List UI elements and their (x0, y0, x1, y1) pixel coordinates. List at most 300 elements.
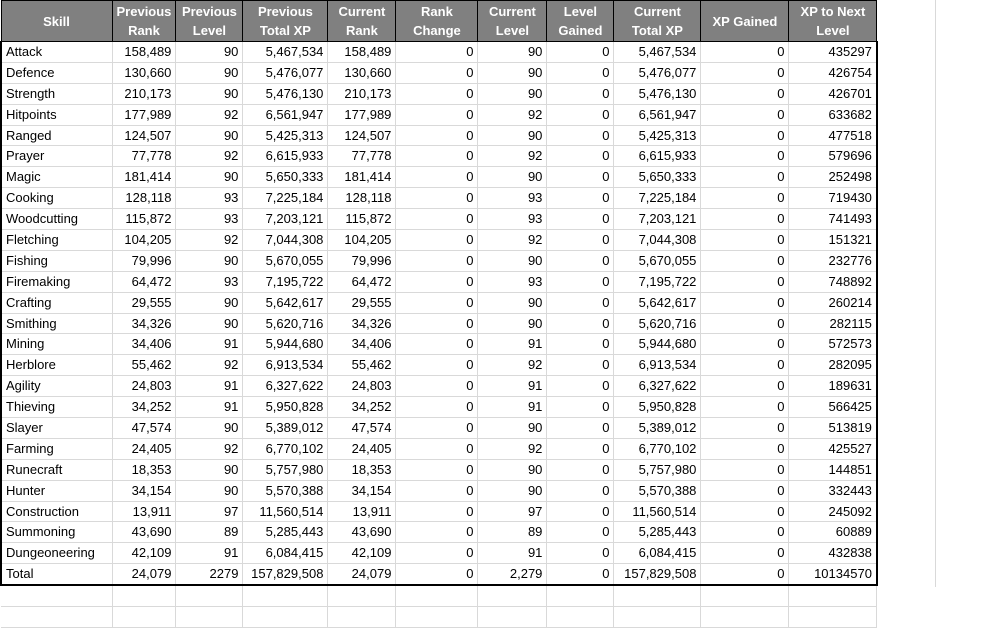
table-cell[interactable]: 0 (701, 62, 789, 83)
table-cell[interactable]: 93 (478, 188, 547, 209)
table-cell[interactable]: 0 (547, 543, 614, 564)
table-cell[interactable]: 42,109 (328, 543, 396, 564)
table-cell[interactable]: 0 (396, 250, 478, 271)
skill-name-cell[interactable]: Hitpoints (1, 104, 112, 125)
empty-cell[interactable] (547, 585, 614, 606)
table-cell[interactable]: 232776 (789, 250, 877, 271)
table-cell[interactable]: 34,326 (328, 313, 396, 334)
table-cell[interactable]: 0 (396, 543, 478, 564)
empty-cell[interactable] (614, 607, 701, 628)
table-cell[interactable]: 0 (701, 397, 789, 418)
table-cell[interactable]: 5,650,333 (614, 167, 701, 188)
table-cell[interactable]: 92 (176, 355, 243, 376)
empty-cell[interactable] (112, 585, 176, 606)
table-cell[interactable]: 0 (701, 334, 789, 355)
table-cell[interactable]: 90 (478, 125, 547, 146)
skill-name-cell[interactable]: Hunter (1, 480, 112, 501)
table-cell[interactable]: 151321 (789, 230, 877, 251)
table-cell[interactable]: 97 (478, 501, 547, 522)
table-cell[interactable]: 181,414 (112, 167, 176, 188)
table-cell[interactable]: 43,690 (112, 522, 176, 543)
table-cell[interactable]: 0 (547, 62, 614, 83)
table-cell[interactable]: 5,757,980 (614, 459, 701, 480)
table-cell[interactable]: 7,225,184 (243, 188, 328, 209)
skill-name-cell[interactable]: Construction (1, 501, 112, 522)
table-cell[interactable]: 7,044,308 (614, 230, 701, 251)
table-cell[interactable]: 6,913,534 (243, 355, 328, 376)
column-header[interactable] (328, 1, 396, 42)
table-cell[interactable]: 0 (701, 230, 789, 251)
table-cell[interactable]: 189631 (789, 376, 877, 397)
table-cell[interactable]: 42,109 (112, 543, 176, 564)
table-cell[interactable]: 0 (701, 501, 789, 522)
empty-cell[interactable] (789, 585, 877, 606)
table-cell[interactable]: 5,285,443 (614, 522, 701, 543)
column-header[interactable] (547, 1, 614, 42)
table-cell[interactable]: 0 (396, 438, 478, 459)
table-cell[interactable]: 0 (701, 83, 789, 104)
table-cell[interactable]: 426701 (789, 83, 877, 104)
skill-name-cell[interactable]: Defence (1, 62, 112, 83)
table-cell[interactable]: 0 (396, 397, 478, 418)
table-cell[interactable]: 92 (478, 146, 547, 167)
table-cell[interactable]: 93 (478, 271, 547, 292)
table-cell[interactable]: 5,425,313 (614, 125, 701, 146)
table-cell[interactable]: 0 (701, 376, 789, 397)
empty-cell[interactable] (328, 607, 396, 628)
table-cell[interactable]: 0 (701, 418, 789, 439)
table-cell[interactable]: 5,389,012 (614, 418, 701, 439)
table-cell[interactable]: 7,203,121 (614, 209, 701, 230)
table-cell[interactable]: 93 (176, 209, 243, 230)
table-cell[interactable]: 0 (396, 271, 478, 292)
table-cell[interactable]: 90 (478, 480, 547, 501)
table-cell[interactable]: 55,462 (112, 355, 176, 376)
table-cell[interactable]: 0 (396, 564, 478, 585)
table-cell[interactable]: 0 (701, 250, 789, 271)
column-header[interactable] (176, 1, 243, 42)
skill-name-cell[interactable]: Agility (1, 376, 112, 397)
table-cell[interactable]: 0 (547, 188, 614, 209)
table-cell[interactable]: 115,872 (328, 209, 396, 230)
table-cell[interactable]: 0 (547, 104, 614, 125)
table-cell[interactable]: 90 (176, 62, 243, 83)
table-cell[interactable]: 0 (701, 271, 789, 292)
skill-name-cell[interactable]: Attack (1, 42, 112, 63)
table-cell[interactable]: 0 (701, 313, 789, 334)
table-cell[interactable]: 34,154 (328, 480, 396, 501)
table-cell[interactable]: 5,757,980 (243, 459, 328, 480)
skill-name-cell[interactable]: Cooking (1, 188, 112, 209)
table-cell[interactable]: 90 (478, 62, 547, 83)
column-header[interactable] (1, 1, 112, 42)
table-cell[interactable]: 91 (176, 376, 243, 397)
table-cell[interactable]: 93 (176, 271, 243, 292)
table-cell[interactable]: 92 (176, 146, 243, 167)
table-cell[interactable]: 2279 (176, 564, 243, 585)
table-cell[interactable]: 90 (176, 313, 243, 334)
table-cell[interactable]: 0 (547, 522, 614, 543)
table-cell[interactable]: 0 (547, 83, 614, 104)
column-header[interactable] (614, 1, 701, 42)
table-cell[interactable]: 11,560,514 (243, 501, 328, 522)
column-header[interactable] (112, 1, 176, 42)
empty-cell[interactable] (396, 607, 478, 628)
table-cell[interactable]: 92 (478, 438, 547, 459)
table-cell[interactable]: 90 (478, 167, 547, 188)
table-cell[interactable]: 34,252 (328, 397, 396, 418)
table-cell[interactable]: 77,778 (328, 146, 396, 167)
table-cell[interactable]: 432838 (789, 543, 877, 564)
table-cell[interactable]: 5,620,716 (243, 313, 328, 334)
table-cell[interactable]: 34,154 (112, 480, 176, 501)
table-cell[interactable]: 252498 (789, 167, 877, 188)
table-cell[interactable]: 0 (701, 292, 789, 313)
empty-cell[interactable] (328, 585, 396, 606)
table-cell[interactable]: 0 (547, 438, 614, 459)
table-cell[interactable]: 6,615,933 (614, 146, 701, 167)
table-cell[interactable]: 6,561,947 (243, 104, 328, 125)
table-cell[interactable]: 748892 (789, 271, 877, 292)
table-cell[interactable]: 0 (396, 459, 478, 480)
column-header[interactable] (701, 1, 789, 42)
table-cell[interactable]: 92 (176, 438, 243, 459)
table-cell[interactable]: 5,670,055 (614, 250, 701, 271)
table-cell[interactable]: 0 (701, 42, 789, 63)
empty-cell[interactable] (1, 585, 112, 606)
table-cell[interactable]: 0 (396, 292, 478, 313)
table-cell[interactable]: 7,195,722 (614, 271, 701, 292)
table-cell[interactable]: 0 (396, 355, 478, 376)
table-cell[interactable]: 6,770,102 (614, 438, 701, 459)
empty-cell[interactable] (243, 585, 328, 606)
table-cell[interactable]: 34,252 (112, 397, 176, 418)
table-cell[interactable]: 93 (176, 188, 243, 209)
table-cell[interactable]: 79,996 (328, 250, 396, 271)
table-cell[interactable]: 0 (547, 564, 614, 585)
table-cell[interactable]: 0 (396, 104, 478, 125)
table-cell[interactable]: 0 (701, 104, 789, 125)
table-cell[interactable]: 5,389,012 (243, 418, 328, 439)
empty-cell[interactable] (396, 585, 478, 606)
table-cell[interactable]: 0 (547, 230, 614, 251)
table-cell[interactable]: 0 (547, 250, 614, 271)
table-cell[interactable]: 0 (396, 209, 478, 230)
table-cell[interactable]: 91 (176, 334, 243, 355)
table-cell[interactable]: 60889 (789, 522, 877, 543)
table-cell[interactable]: 513819 (789, 418, 877, 439)
table-cell[interactable]: 90 (176, 459, 243, 480)
column-header[interactable] (243, 1, 328, 42)
table-cell[interactable]: 18,353 (328, 459, 396, 480)
table-cell[interactable]: 128,118 (328, 188, 396, 209)
table-cell[interactable]: 115,872 (112, 209, 176, 230)
table-cell[interactable]: 7,203,121 (243, 209, 328, 230)
table-cell[interactable]: 11,560,514 (614, 501, 701, 522)
skill-name-cell[interactable]: Thieving (1, 397, 112, 418)
table-cell[interactable]: 0 (547, 125, 614, 146)
table-cell[interactable]: 5,642,617 (614, 292, 701, 313)
table-cell[interactable]: 24,803 (328, 376, 396, 397)
table-cell[interactable]: 90 (176, 125, 243, 146)
table-cell[interactable]: 0 (701, 167, 789, 188)
table-cell[interactable]: 260214 (789, 292, 877, 313)
empty-cell[interactable] (701, 607, 789, 628)
table-cell[interactable]: 0 (547, 209, 614, 230)
column-header[interactable] (396, 1, 478, 42)
table-cell[interactable]: 0 (701, 543, 789, 564)
table-cell[interactable]: 91 (176, 397, 243, 418)
table-cell[interactable]: 0 (396, 146, 478, 167)
table-cell[interactable]: 91 (478, 376, 547, 397)
table-cell[interactable]: 34,326 (112, 313, 176, 334)
table-cell[interactable]: 10134570 (789, 564, 877, 585)
table-cell[interactable]: 130,660 (328, 62, 396, 83)
skill-name-cell[interactable]: Dungeoneering (1, 543, 112, 564)
table-cell[interactable]: 24,405 (112, 438, 176, 459)
column-header[interactable] (478, 1, 547, 42)
table-cell[interactable]: 5,476,077 (243, 62, 328, 83)
table-cell[interactable]: 64,472 (328, 271, 396, 292)
empty-cell[interactable] (547, 607, 614, 628)
table-cell[interactable]: 0 (547, 480, 614, 501)
skill-name-cell[interactable]: Firemaking (1, 271, 112, 292)
table-cell[interactable]: 90 (478, 459, 547, 480)
table-cell[interactable]: 104,205 (112, 230, 176, 251)
empty-cell[interactable] (176, 607, 243, 628)
table-cell[interactable]: 93 (478, 209, 547, 230)
table-cell[interactable]: 90 (478, 418, 547, 439)
table-cell[interactable]: 7,225,184 (614, 188, 701, 209)
table-cell[interactable]: 0 (396, 62, 478, 83)
table-cell[interactable]: 90 (478, 250, 547, 271)
table-cell[interactable]: 34,406 (112, 334, 176, 355)
table-cell[interactable]: 282095 (789, 355, 877, 376)
table-cell[interactable]: 18,353 (112, 459, 176, 480)
table-cell[interactable]: 92 (176, 104, 243, 125)
table-cell[interactable]: 7,044,308 (243, 230, 328, 251)
empty-cell[interactable] (176, 585, 243, 606)
table-cell[interactable]: 245092 (789, 501, 877, 522)
table-cell[interactable]: 104,205 (328, 230, 396, 251)
empty-cell[interactable] (614, 585, 701, 606)
table-cell[interactable]: 6,913,534 (614, 355, 701, 376)
table-cell[interactable]: 0 (701, 125, 789, 146)
table-cell[interactable]: 0 (701, 564, 789, 585)
table-cell[interactable]: 0 (396, 418, 478, 439)
table-cell[interactable]: 210,173 (328, 83, 396, 104)
table-cell[interactable]: 5,476,077 (614, 62, 701, 83)
table-cell[interactable]: 6,327,622 (243, 376, 328, 397)
table-cell[interactable]: 158,489 (328, 42, 396, 63)
table-cell[interactable]: 0 (701, 522, 789, 543)
table-cell[interactable]: 97 (176, 501, 243, 522)
table-cell[interactable]: 0 (396, 188, 478, 209)
table-cell[interactable]: 24,803 (112, 376, 176, 397)
table-cell[interactable]: 741493 (789, 209, 877, 230)
table-cell[interactable]: 92 (176, 230, 243, 251)
table-cell[interactable]: 0 (701, 459, 789, 480)
table-cell[interactable]: 5,670,055 (243, 250, 328, 271)
table-cell[interactable]: 332443 (789, 480, 877, 501)
table-cell[interactable]: 124,507 (112, 125, 176, 146)
table-cell[interactable]: 5,570,388 (614, 480, 701, 501)
table-cell[interactable]: 91 (478, 397, 547, 418)
table-cell[interactable]: 5,467,534 (243, 42, 328, 63)
skill-name-cell[interactable]: Slayer (1, 418, 112, 439)
table-cell[interactable]: 0 (396, 167, 478, 188)
table-cell[interactable]: 633682 (789, 104, 877, 125)
table-cell[interactable]: 0 (396, 522, 478, 543)
table-cell[interactable]: 0 (547, 292, 614, 313)
table-cell[interactable]: 55,462 (328, 355, 396, 376)
table-cell[interactable]: 0 (701, 480, 789, 501)
table-cell[interactable]: 128,118 (112, 188, 176, 209)
column-header[interactable] (789, 1, 877, 42)
table-cell[interactable]: 5,570,388 (243, 480, 328, 501)
table-cell[interactable]: 566425 (789, 397, 877, 418)
table-cell[interactable]: 572573 (789, 334, 877, 355)
table-cell[interactable]: 435297 (789, 42, 877, 63)
table-cell[interactable]: 0 (547, 501, 614, 522)
table-cell[interactable]: 124,507 (328, 125, 396, 146)
table-cell[interactable]: 6,084,415 (614, 543, 701, 564)
table-cell[interactable]: 5,285,443 (243, 522, 328, 543)
table-cell[interactable]: 0 (396, 480, 478, 501)
table-cell[interactable]: 0 (396, 42, 478, 63)
table-cell[interactable]: 29,555 (112, 292, 176, 313)
skill-name-cell[interactable]: Mining (1, 334, 112, 355)
table-cell[interactable]: 92 (478, 355, 547, 376)
table-cell[interactable]: 0 (396, 376, 478, 397)
table-cell[interactable]: 0 (396, 501, 478, 522)
table-cell[interactable]: 90 (176, 250, 243, 271)
table-cell[interactable]: 0 (547, 376, 614, 397)
table-cell[interactable]: 5,620,716 (614, 313, 701, 334)
table-cell[interactable]: 5,642,617 (243, 292, 328, 313)
table-cell[interactable]: 90 (478, 42, 547, 63)
empty-column-area[interactable] (935, 0, 1000, 587)
table-cell[interactable]: 181,414 (328, 167, 396, 188)
table-cell[interactable]: 157,829,508 (243, 564, 328, 585)
table-cell[interactable]: 13,911 (328, 501, 396, 522)
skill-name-cell[interactable]: Crafting (1, 292, 112, 313)
skill-name-cell[interactable]: Runecraft (1, 459, 112, 480)
table-cell[interactable]: 34,406 (328, 334, 396, 355)
table-cell[interactable]: 144851 (789, 459, 877, 480)
table-cell[interactable]: 5,650,333 (243, 167, 328, 188)
empty-cell[interactable] (243, 607, 328, 628)
table-cell[interactable]: 79,996 (112, 250, 176, 271)
table-cell[interactable]: 0 (396, 334, 478, 355)
table-cell[interactable]: 5,476,130 (614, 83, 701, 104)
table-cell[interactable]: 90 (478, 292, 547, 313)
table-cell[interactable]: 89 (176, 522, 243, 543)
table-cell[interactable]: 89 (478, 522, 547, 543)
table-cell[interactable]: 5,944,680 (614, 334, 701, 355)
table-cell[interactable]: 5,944,680 (243, 334, 328, 355)
empty-cell[interactable] (112, 607, 176, 628)
table-cell[interactable]: 43,690 (328, 522, 396, 543)
skill-name-cell[interactable]: Magic (1, 167, 112, 188)
skill-name-cell[interactable]: Summoning (1, 522, 112, 543)
skill-name-cell[interactable]: Woodcutting (1, 209, 112, 230)
table-cell[interactable]: 425527 (789, 438, 877, 459)
table-cell[interactable]: 47,574 (328, 418, 396, 439)
table-cell[interactable]: 0 (701, 355, 789, 376)
table-cell[interactable]: 0 (547, 397, 614, 418)
table-cell[interactable]: 426754 (789, 62, 877, 83)
table-cell[interactable]: 92 (478, 104, 547, 125)
table-cell[interactable]: 91 (478, 334, 547, 355)
table-cell[interactable]: 0 (396, 125, 478, 146)
table-cell[interactable]: 2,279 (478, 564, 547, 585)
table-cell[interactable]: 90 (176, 292, 243, 313)
table-cell[interactable]: 13,911 (112, 501, 176, 522)
table-cell[interactable]: 64,472 (112, 271, 176, 292)
table-cell[interactable]: 90 (478, 313, 547, 334)
table-cell[interactable]: 0 (701, 438, 789, 459)
table-cell[interactable]: 177,989 (112, 104, 176, 125)
table-cell[interactable]: 91 (176, 543, 243, 564)
skill-name-cell[interactable]: Fletching (1, 230, 112, 251)
table-cell[interactable]: 29,555 (328, 292, 396, 313)
table-cell[interactable]: 130,660 (112, 62, 176, 83)
table-cell[interactable]: 0 (547, 355, 614, 376)
table-cell[interactable]: 24,079 (112, 564, 176, 585)
table-cell[interactable]: 6,084,415 (243, 543, 328, 564)
table-cell[interactable]: 5,425,313 (243, 125, 328, 146)
table-cell[interactable]: 24,405 (328, 438, 396, 459)
table-cell[interactable]: 90 (176, 418, 243, 439)
table-cell[interactable]: 0 (547, 459, 614, 480)
empty-cell[interactable] (478, 585, 547, 606)
table-cell[interactable]: 24,079 (328, 564, 396, 585)
table-cell[interactable]: 0 (547, 167, 614, 188)
table-cell[interactable]: 0 (547, 313, 614, 334)
skill-name-cell[interactable]: Smithing (1, 313, 112, 334)
table-cell[interactable]: 157,829,508 (614, 564, 701, 585)
table-cell[interactable]: 579696 (789, 146, 877, 167)
table-cell[interactable]: 6,770,102 (243, 438, 328, 459)
skill-name-cell[interactable]: Herblore (1, 355, 112, 376)
table-cell[interactable]: 477518 (789, 125, 877, 146)
skill-name-cell[interactable]: Prayer (1, 146, 112, 167)
table-cell[interactable]: 0 (396, 313, 478, 334)
empty-cell[interactable] (789, 607, 877, 628)
table-cell[interactable]: 0 (547, 334, 614, 355)
table-cell[interactable]: 5,476,130 (243, 83, 328, 104)
skill-name-cell[interactable]: Strength (1, 83, 112, 104)
table-cell[interactable]: 0 (547, 271, 614, 292)
skill-name-cell[interactable]: Ranged (1, 125, 112, 146)
table-cell[interactable]: 5,950,828 (243, 397, 328, 418)
table-cell[interactable]: 0 (396, 230, 478, 251)
table-cell[interactable]: 47,574 (112, 418, 176, 439)
table-cell[interactable]: 0 (701, 209, 789, 230)
skill-name-cell[interactable]: Farming (1, 438, 112, 459)
table-cell[interactable]: 0 (701, 146, 789, 167)
empty-cell[interactable] (701, 585, 789, 606)
table-cell[interactable]: 77,778 (112, 146, 176, 167)
table-cell[interactable]: 6,615,933 (243, 146, 328, 167)
table-cell[interactable]: 6,327,622 (614, 376, 701, 397)
table-cell[interactable]: 90 (176, 480, 243, 501)
table-cell[interactable]: 158,489 (112, 42, 176, 63)
table-cell[interactable]: 0 (396, 83, 478, 104)
table-cell[interactable]: 90 (176, 167, 243, 188)
empty-cell[interactable] (478, 607, 547, 628)
